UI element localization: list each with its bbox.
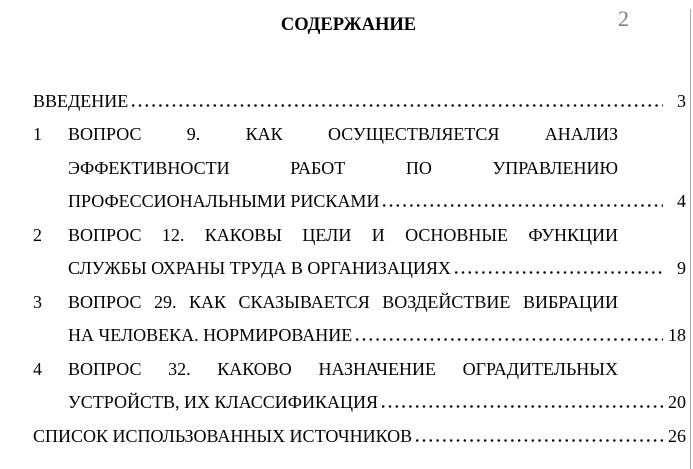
toc-entry-lastline: [33, 85, 686, 119]
dot-leader: [356, 338, 663, 341]
dot-leader: [383, 204, 663, 207]
toc-entry-line: ВОПРОС 29. КАК СКАЗЫВАЕТСЯ ВОЗДЕЙСТВИЕ ВИБРАЦИИ: [68, 291, 618, 312]
toc-entry-number: 1: [33, 124, 42, 144]
toc-page-ref: 3: [677, 90, 686, 111]
toc-entry-text: ВВЕДЕНИЕ: [33, 90, 129, 111]
toc-entry-lastline: [68, 185, 686, 219]
header-page-number: 2: [618, 6, 629, 31]
table-of-contents: [33, 85, 686, 454]
toc-entry: [33, 118, 686, 219]
toc-entry-text: ПРОФЕССИОНАЛЬНЫМИ РИСКАМИ: [68, 191, 380, 211]
toc-entry-lastline: [33, 420, 686, 454]
toc-entry: [33, 85, 686, 119]
dot-leader: [132, 104, 663, 107]
toc-entry-lastline: [68, 319, 686, 353]
toc-page-ref: 26: [668, 425, 686, 446]
toc-entry-text: НА ЧЕЛОВЕКА. НОРМИРОВАНИЕ: [68, 325, 353, 345]
toc-entry-lastline: [68, 386, 686, 420]
toc-page-ref: 4: [677, 191, 686, 211]
toc-entry-number: 4: [33, 358, 42, 379]
dot-leader: [455, 271, 663, 274]
toc-entry-line: ВОПРОС 32. КАКОВО НАЗНАЧЕНИЕ ОГРАДИТЕЛЬНЫХ: [68, 358, 618, 379]
toc-entry-body: [68, 353, 686, 420]
toc-entry-number: 2: [33, 224, 42, 245]
toc-entry: [33, 286, 686, 353]
toc-entry-number: 3: [33, 291, 42, 312]
toc-entry-text: СПИСОК ИСПОЛЬЗОВАННЫХ ИСТОЧНИКОВ: [33, 425, 413, 446]
dot-leader: [416, 439, 663, 442]
toc-entry-text: УСТРОЙСТВ, ИХ КЛАССИФИКАЦИЯ: [68, 392, 379, 412]
toc-entry: [33, 353, 686, 420]
page-edge-line: [690, 9, 691, 469]
toc-entry: [33, 219, 686, 286]
toc-page-ref: 20: [668, 392, 686, 412]
toc-entry-lastline: [68, 252, 686, 286]
toc-entry-line: ВОПРОС 12. КАКОВЫ ЦЕЛИ И ОСНОВНЫЕ ФУНКЦИИ: [68, 224, 618, 245]
toc-entry-line: ВОПРОС 9. КАК ОСУЩЕСТВЛЯЕТСЯ АНАЛИЗ: [68, 124, 618, 144]
toc-entry-body: [33, 85, 686, 119]
toc-entry-text: СЛУЖБЫ ОХРАНЫ ТРУДА В ОРГАНИЗАЦИЯХ: [68, 258, 451, 278]
toc-page-ref: 18: [668, 325, 686, 345]
document-page[interactable]: [0, 6, 693, 469]
toc-entry: [33, 420, 686, 454]
page-title: СОДЕРЖАНИЕ: [280, 15, 417, 35]
toc-entry-body: [68, 286, 686, 353]
title-row: [33, 9, 664, 43]
toc-entry-body: [68, 118, 686, 219]
toc-entry-body: [68, 219, 686, 286]
toc-entry-body: [33, 420, 686, 454]
toc-entry-line: ЭФФЕКТИВНОСТИ РАБОТ ПО УПРАВЛЕНИЮ: [68, 157, 618, 178]
toc-page-ref: 9: [677, 258, 686, 278]
dot-leader: [382, 405, 663, 408]
